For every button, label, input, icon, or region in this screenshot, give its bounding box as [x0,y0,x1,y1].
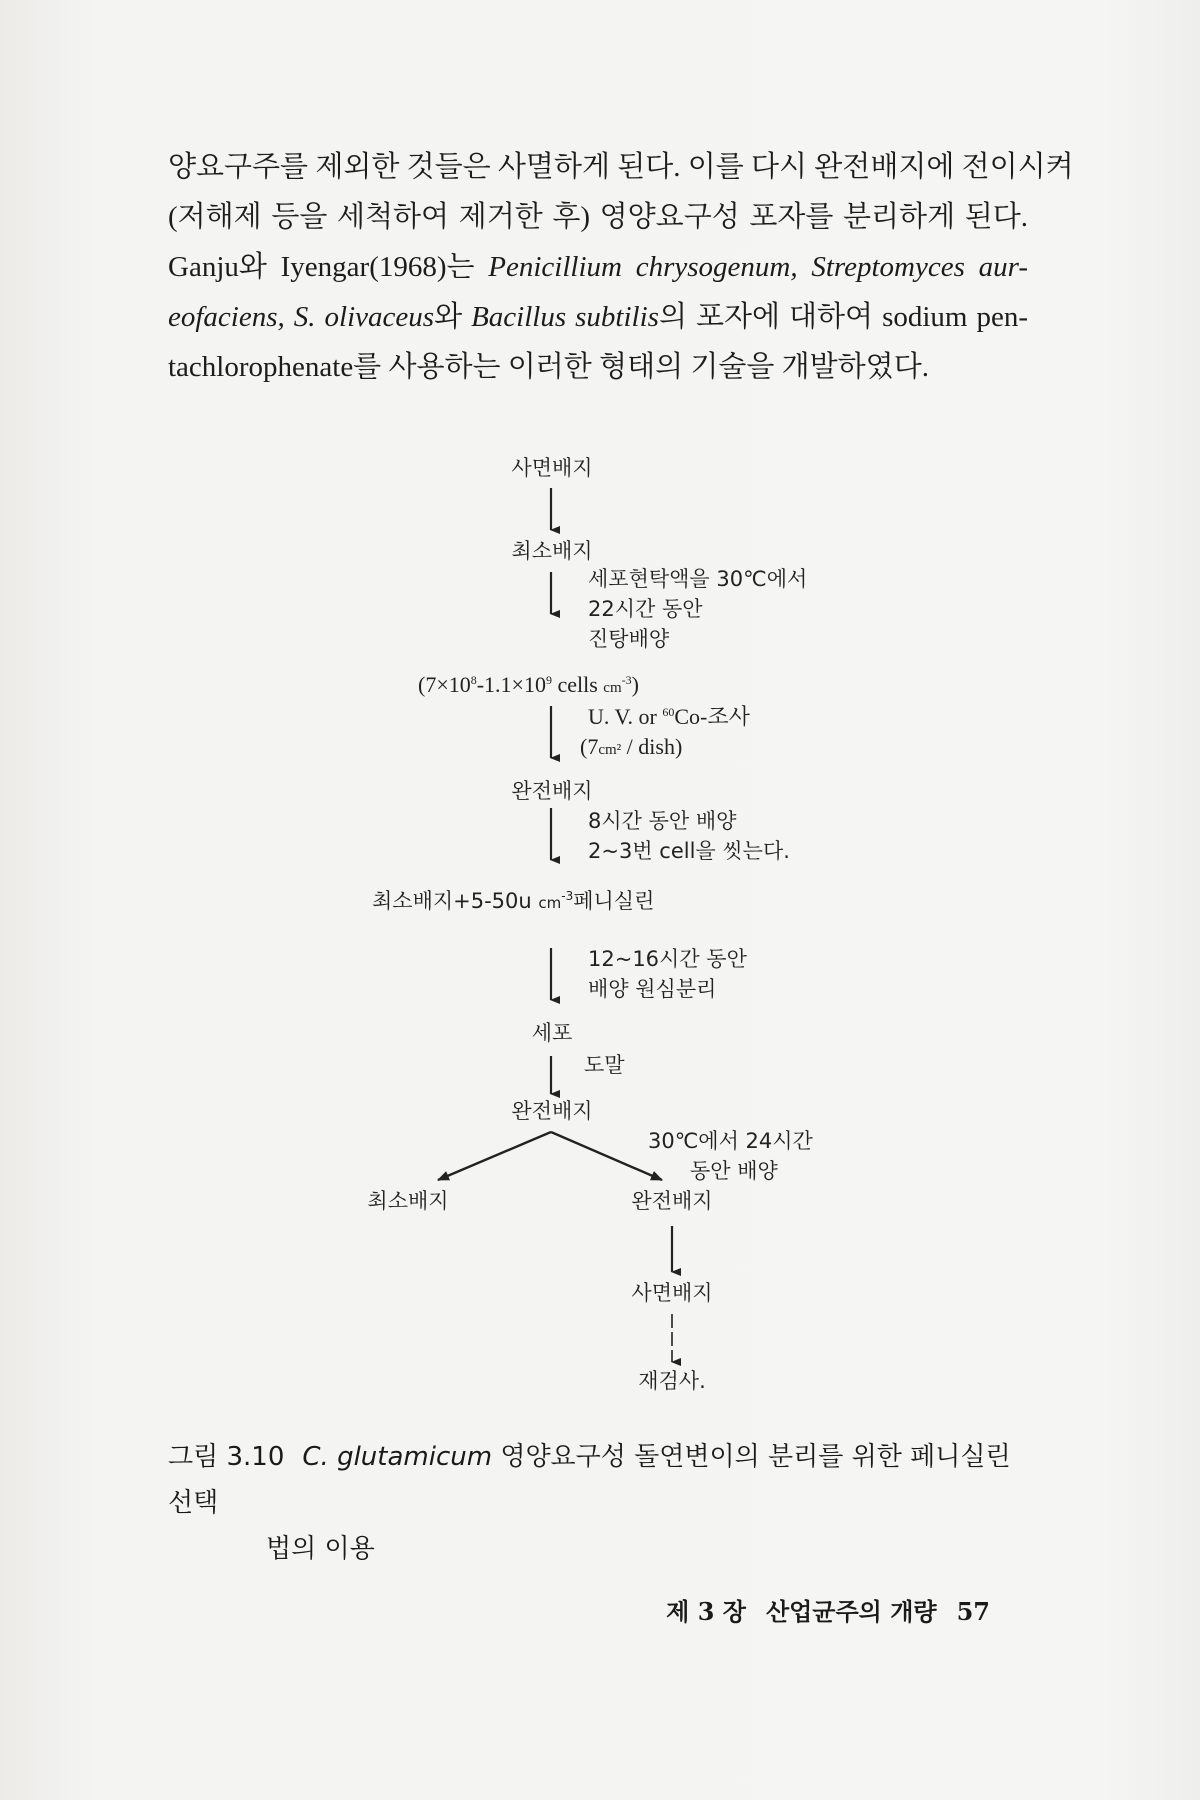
isotope-number: 60 [662,705,675,719]
node-slant-medium-final: 사면배지 [631,1281,713,1305]
density-text: -1.1×10 [476,672,546,697]
exponent: 8 [470,673,477,687]
chapter-title: 산업균주의 개량 [765,1597,937,1626]
species-names: Penicillium chrysogenum, Streptomyces aur- [488,251,1028,283]
arrow-branch-left [438,1132,551,1180]
chapter-label: 제 3 장 [666,1597,746,1626]
figure-caption [168,1434,1028,1572]
density-text: (7×10 [418,672,471,697]
arrow-branch-right [551,1132,662,1180]
step-text: / dish) [621,734,683,759]
node-slant-medium: 사면배지 [511,456,593,480]
figure-number: 그림 3.10 [168,1442,285,1472]
step-text: U. V. or [588,704,663,729]
node-penicillin-medium [372,888,654,916]
caption-text-continued: 법의 이용 [266,1534,375,1564]
unit: cm [538,894,562,912]
node-complete-medium-2: 완전배지 [511,1099,593,1123]
step-plating: 도말 [584,1053,625,1077]
paragraph-text: Ganju와 Iyengar(1968)는 [168,251,489,283]
step-text: Co-조사 [674,704,750,729]
step-wash: 2~3번 cell을 씻는다. [588,839,790,863]
step-12-16h: 12~16시간 동안 [588,947,747,971]
step-uv-irradiation [588,704,750,730]
unit: cm² [598,742,622,758]
paragraph-line: (저해제 등을 세척하여 제거한 후) 영양요구성 포자를 분리하게 된다. [168,201,1028,233]
paragraph-line: tachlorophenate를 사용하는 이러한 형태의 기술을 개발하였다. [168,351,929,383]
node-complete-medium-final: 완전배지 [631,1189,713,1213]
node-text: 페니실린 [573,889,655,913]
step-incubate: 동안 배양 [690,1159,778,1183]
caption-species: C. glutamicum [302,1442,493,1472]
exponent: -3 [561,889,574,903]
node-cells: 세포 [531,1021,573,1045]
page-number: 57 [956,1597,990,1626]
node-cell-density [418,672,639,701]
step-shaking: 진탕배양 [588,627,670,651]
node-minimal-medium: 최소배지 [511,539,593,563]
exponent: 9 [545,673,552,687]
caption-text: 영양요구성 돌연변이의 분리를 위한 페니실린 선택 [168,1442,1011,1518]
step-suspension: 세포현탁액을 30℃에서 [588,567,808,591]
exponent: -3 [621,673,632,687]
paragraph-line: 양요구주를 제외한 것들은 사멸하게 된다. 이를 다시 완전배지에 전이시켜 [168,151,1074,183]
node-minimal-medium-final: 최소배지 [367,1189,449,1213]
species-names: eofaciens, S. olivaceus [168,301,435,333]
species-name: Bacillus subtilis [471,301,659,333]
density-text: ) [631,672,639,697]
unit: cm [603,680,622,696]
step-centrifuge: 배양 원심분리 [588,977,717,1001]
step-22h: 22시간 동안 [588,597,703,621]
node-complete-medium: 완전배지 [511,779,593,803]
node-text: 최소배지+5-50u [372,889,539,913]
paragraph-text: 의 포자에 대하여 sodium pen- [658,301,1029,333]
step-per-dish [580,734,682,763]
step-8h: 8시간 동안 배양 [588,809,737,833]
step-30c-24h: 30℃에서 24시간 [648,1129,813,1153]
node-retest: 재검사. [638,1369,706,1393]
density-text: cells [551,672,604,697]
paragraph-text: 와 [434,301,472,333]
step-text: (7 [580,734,599,759]
page-footer [646,1592,990,1627]
